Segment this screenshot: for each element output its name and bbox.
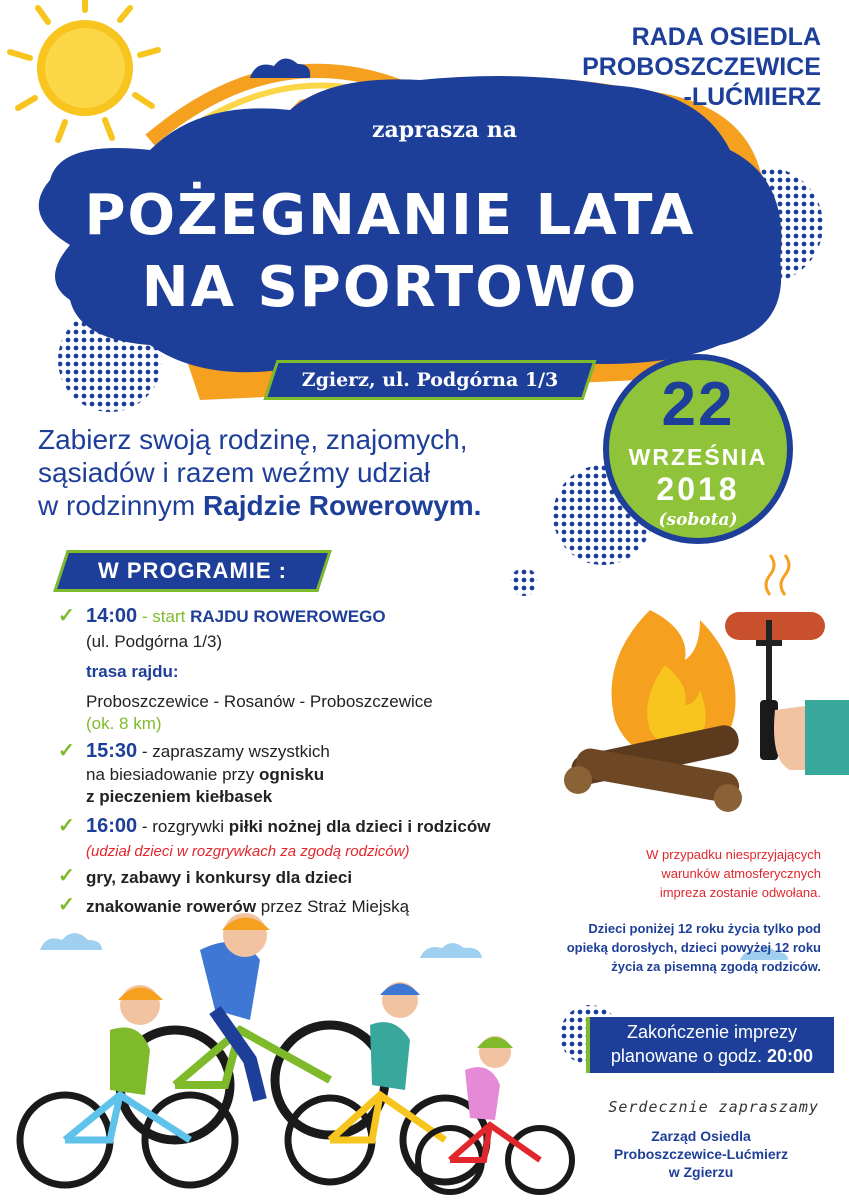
weather-note-line: W przypadku niesprzyjających [646, 847, 821, 862]
organizer-line-1: RADA OSIEDLA [631, 23, 821, 51]
sausage-fork-icon [725, 555, 849, 775]
kids-note [521, 919, 821, 976]
small-cloud-icon [250, 58, 310, 78]
item-start-text: start [152, 607, 191, 626]
board-line: Zarząd Osiedla [651, 1128, 751, 1144]
small-cloud-icon-2 [420, 943, 482, 958]
organizer-line-2: PROBOSZCZEWICE [582, 53, 821, 81]
check-icon: ✓ [58, 815, 75, 837]
organizer-heading [501, 22, 821, 112]
check-icon: ✓ [58, 865, 75, 887]
item-subtext: (ul. Podgórna 1/3) [86, 632, 223, 651]
kids-note-line: Dzieci poniżej 12 roku życia tylko pod [588, 921, 821, 936]
date-day: 22 [661, 370, 735, 439]
closing-time: 20:00 [767, 1046, 814, 1066]
item-bold-text: piłki nożnej dla dzieci i rodziców [228, 817, 491, 836]
item-text: - zapraszamy wszystkich [137, 742, 330, 761]
item-time: 14:00 [86, 605, 138, 627]
board-line: Proboszczewice-Lućmierz [613, 1146, 789, 1162]
item-bold-text: znakowanie rowerów [86, 897, 257, 916]
address-text: Zgierz, ul. Podgórna 1/3 [301, 369, 559, 391]
weather-note [561, 845, 821, 902]
item-text: przez Straż Miejską [256, 897, 410, 916]
route-text: Proboszczewice - Rosanów - Proboszczewice [86, 692, 433, 711]
route-label: trasa rajdu: [86, 662, 179, 681]
date-month: WRZEŚNIA [628, 444, 768, 470]
program-heading: W PROGRAMIE : [98, 558, 287, 583]
check-icon: ✓ [58, 740, 75, 762]
item-dash: - [137, 607, 153, 626]
board-signature [581, 1127, 821, 1181]
campfire-icon [564, 610, 742, 812]
intro-line-2: sąsiadów i razem weźmy udział [38, 457, 431, 488]
intro-text [38, 423, 608, 522]
kids-note-line: opieką dorosłych, dzieci powyżej 12 roku [566, 940, 821, 955]
event-title-line-2: NA SPORTOWO [141, 255, 639, 320]
intro-line-3 [38, 489, 608, 522]
organizer-line-3: -LUĆMIERZ [683, 83, 821, 111]
item-text: na biesiadowanie przy [86, 765, 259, 784]
closing-line-2 [590, 1044, 834, 1068]
item-time: 16:00 [86, 815, 138, 837]
invite-text: zaprasza na [372, 117, 518, 143]
closing-line-1: Zakończenie imprezy [626, 1022, 798, 1042]
date-weekday: (sobota) [658, 510, 738, 530]
date-year: 2018 [656, 471, 740, 507]
check-icon: ✓ [58, 894, 75, 916]
address-banner [264, 360, 597, 400]
item-time: 15:30 [86, 740, 138, 762]
item-bold-text: gry, zabawy i konkursy dla dzieci [86, 868, 353, 887]
closing-line-2-pre: planowane o godz. [610, 1046, 768, 1066]
item-bold-text: z pieczeniem kiełbasek [86, 787, 273, 806]
date-badge [603, 354, 793, 544]
closing-box [586, 1017, 834, 1073]
kids-note-line: życia za pisemną zgodą rodziców. [611, 959, 821, 974]
cyclists-illustration [20, 913, 572, 1192]
item-text: - rozgrywki [137, 817, 229, 836]
item-note: (udział dzieci w rozgrywkach za zgodą rodziców) [86, 843, 410, 860]
board-line: w Zgierzu [668, 1164, 734, 1180]
weather-note-line: impreza zostanie odwołana. [659, 885, 821, 900]
event-title-line-1: POŻEGNANIE LATA [84, 183, 696, 248]
check-icon: ✓ [58, 605, 75, 627]
sun-icon [10, 0, 158, 140]
weather-note-line: warunków atmosferycznych [661, 866, 821, 881]
route-length: (ok. 8 km) [86, 714, 162, 733]
intro-line-3-pre: w rodzinnym [38, 490, 203, 521]
intro-line-1: Zabierz swoją rodzinę, znajomych, [38, 424, 468, 455]
item-bold-text: RAJDU ROWEROWEGO [190, 607, 386, 626]
item-bold-text: ognisku [258, 765, 325, 784]
greeting-text: Serdecznie zapraszamy [608, 1098, 819, 1116]
program-banner [53, 550, 332, 592]
intro-line-3-bold: Rajdzie Rowerowym. [202, 490, 482, 521]
